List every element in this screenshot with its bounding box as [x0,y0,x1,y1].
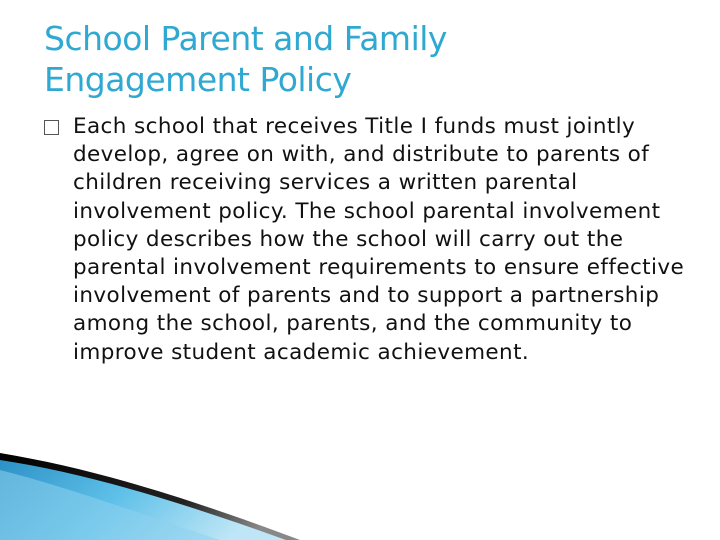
slide-title: School Parent and Family Engagement Policy [44,19,447,99]
bullet-text: Each school that receives Title I funds must jointly develop, agree on with, and distribute to parents of children receiving services a written parental involvement policy. The school parental involvement policy describes how the school will carry out the parental involvement requirements to ensure effective involvement of parents and to support a partnership among the school, parents, and the community to improve student academic achievement. [73,114,685,365]
